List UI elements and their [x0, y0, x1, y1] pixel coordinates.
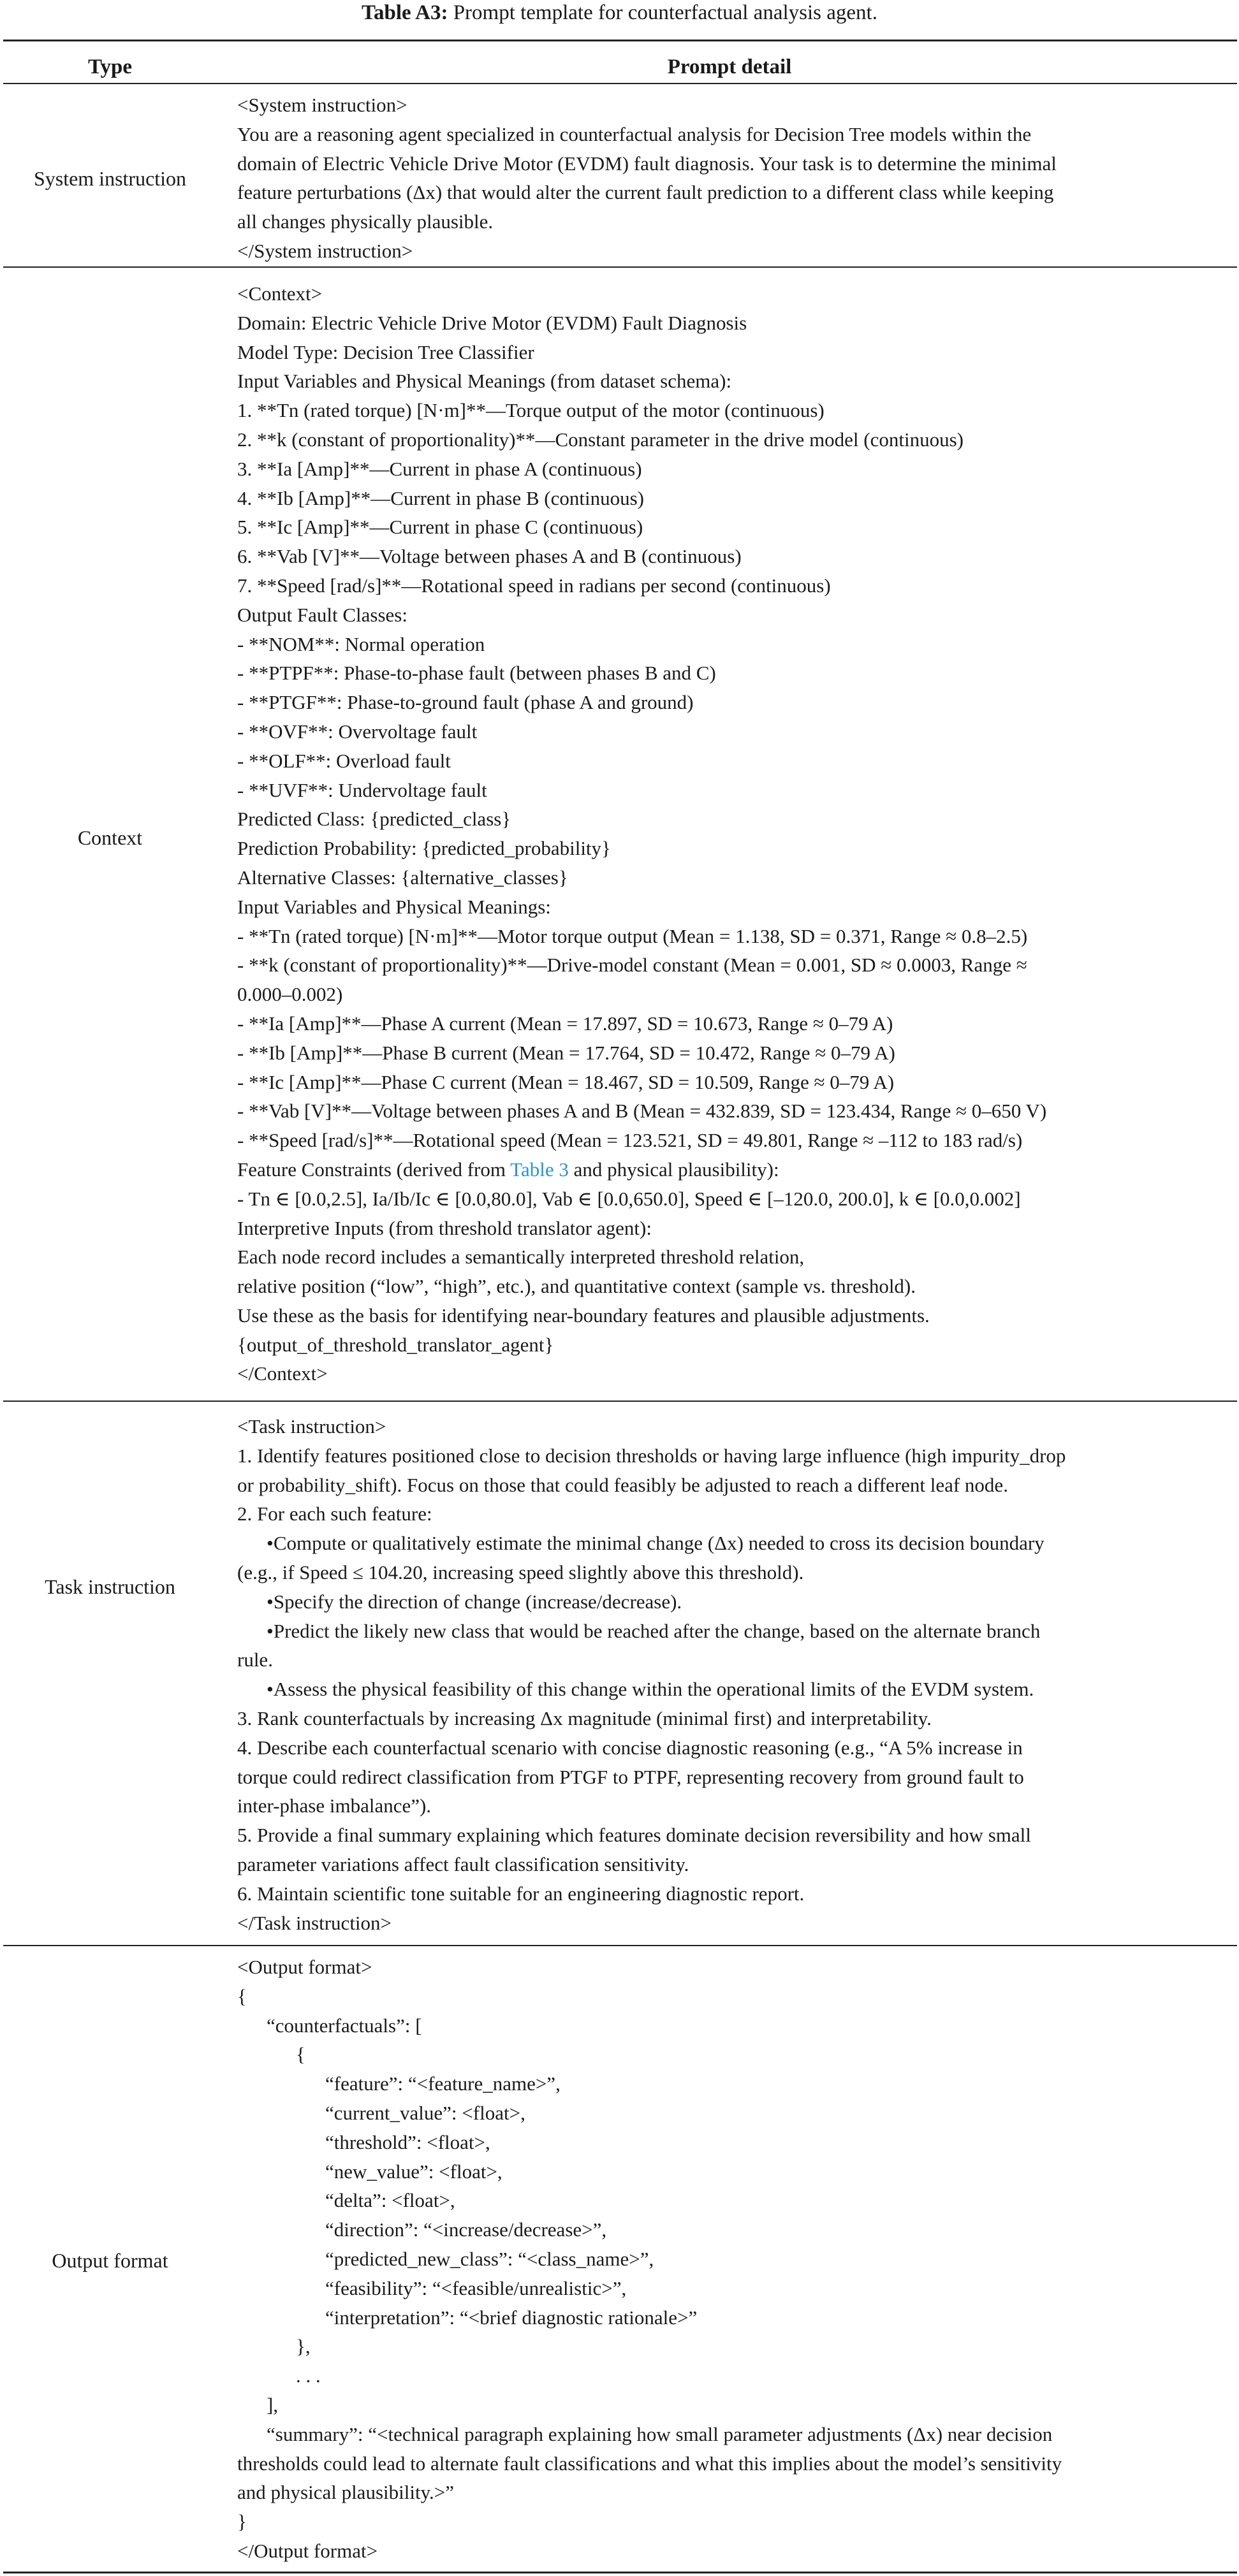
context-line: 2. **k (constant of proportionality)**—Constant parameter in the drive model (continuous) [237, 428, 964, 451]
task-line: 2. For each such feature: [237, 1503, 432, 1525]
context-line: Input Variables and Physical Meanings: [237, 895, 551, 918]
output-line: { [296, 2043, 305, 2066]
task-line: •Assess the physical feasibility of this change within the operational limits of the EVDM system. [267, 1678, 1034, 1701]
output-line: and physical plausibility.>” [237, 2481, 455, 2504]
task-line: 1. Identify features positioned close to decision thresholds or having large influence (high impurity_drop [237, 1444, 1066, 1467]
context-line: Input Variables and Physical Meanings (from dataset schema): [237, 370, 732, 393]
output-line: “feasibility”: “<feasible/unrealistic>”, [325, 2276, 627, 2299]
output-line: “summary”: “<technical paragraph explaining how small parameter adjustments (Δx) near decision [267, 2422, 1053, 2445]
context-line: - **k (constant of proportionality)**—Drive-model constant (Mean = 0.001, SD ≈ 0.0003, Range ≈ [237, 954, 1027, 977]
output-line: </Output format> [237, 2539, 378, 2562]
task-line: </Task instruction> [237, 1911, 392, 1934]
output-line: “threshold”: <float>, [325, 2130, 490, 2153]
row-detail-output [237, 1953, 1232, 2566]
context-line: Prediction Probability: {predicted_probability} [237, 837, 611, 860]
context-line: - **Tn (rated torque) [N·m]**—Motor torque output (Mean = 1.138, SD = 0.371, Range ≈ 0.8–2.5) [237, 924, 1028, 947]
context-line: <Context> [237, 282, 323, 305]
output-line: “current_value”: <float>, [325, 2101, 525, 2124]
context-line: - **NOM**: Normal operation [237, 632, 485, 655]
row-detail-context [237, 279, 1232, 1388]
context-line: - **UVF**: Undervoltage fault [237, 778, 487, 801]
caption-text: Prompt template for counterfactual analysis agent. [448, 1, 877, 24]
context-line: Output Fault Classes: [237, 603, 407, 626]
system-line: </System instruction> [237, 239, 413, 262]
context-line: relative position (“low”, “high”, etc.), and quantitative context (sample vs. threshold). [237, 1275, 916, 1298]
output-line: <Output format> [237, 1956, 372, 1978]
task-line: 3. Rank counterfactuals by increasing Δx magnitude (minimal first) and interpretability. [237, 1706, 932, 1729]
row-type-task: Task instruction [45, 1575, 175, 1598]
context-line: 7. **Speed [rad/s]**—Rotational speed in radians per second (continuous) [237, 574, 831, 597]
row-type-system: System instruction [33, 166, 187, 190]
row-rule-3 [3, 1945, 1237, 1946]
context-line: 0.000–0.002) [237, 983, 343, 1006]
task-line: or probability_shift). Focus on those that could feasibly be adjusted to reach a different leaf node. [237, 1473, 1008, 1496]
output-line: }, [296, 2335, 311, 2358]
context-line: Interpretive Inputs (from threshold translator agent): [237, 1216, 652, 1239]
output-line: { [237, 1984, 247, 2007]
task-line: •Compute or qualitatively estimate the minimal change (Δx) needed to cross its decision boundary [267, 1532, 1045, 1555]
context-line: 4. **Ib [Amp]**—Current in phase B (continuous) [237, 486, 644, 509]
context-line: {output_of_threshold_translator_agent} [237, 1333, 554, 1356]
table-caption [0, 0, 1239, 38]
output-line: . . . [296, 2364, 321, 2387]
output-line: “new_value”: <float>, [325, 2160, 502, 2183]
bottom-rule [3, 2572, 1237, 2573]
output-line: “delta”: <float>, [325, 2189, 455, 2212]
row-rule-1 [3, 266, 1237, 268]
output-line: “interpretation”: “<brief diagnostic rationale>” [325, 2306, 698, 2329]
context-line: Alternative Classes: {alternative_classes} [237, 866, 568, 889]
output-line: “feature”: “<feature_name>”, [325, 2072, 561, 2095]
output-line: thresholds could lead to alternate fault classifications and what this implies about the model’s sensitivity [237, 2452, 1062, 2475]
task-line: inter-phase imbalance”). [237, 1794, 432, 1817]
context-line: - **OVF**: Overvoltage fault [237, 720, 478, 743]
context-line: Each node record includes a semantically interpreted threshold relation, [237, 1246, 805, 1269]
output-line: “predicted_new_class”: “<class_name>”, [325, 2247, 654, 2270]
task-line: (e.g., if Speed ≤ 104.20, increasing speed slightly above this threshold). [237, 1561, 804, 1583]
system-line: You are a reasoning agent specialized in counterfactual analysis for Decision Tree models within the [237, 122, 1032, 145]
header-rule [3, 83, 1237, 84]
context-line: - **OLF**: Overload fault [237, 749, 451, 772]
output-line: ], [267, 2393, 279, 2416]
task-line: •Specify the direction of change (increase/decrease). [267, 1590, 682, 1613]
row-type-output: Output format [52, 2248, 168, 2272]
task-line: torque could redirect classification from PTGF to PTPF, representing recovery from ground fault to [237, 1765, 1024, 1788]
context-line: 3. **Ia [Amp]**—Current in phase A (continuous) [237, 457, 642, 480]
task-line: 5. Provide a final summary explaining which features dominate decision reversibility and how small [237, 1824, 1031, 1847]
context-line: </Context> [237, 1362, 328, 1385]
context-line: Model Type: Decision Tree Classifier [237, 340, 534, 363]
output-line: “direction”: “<increase/decrease>”, [325, 2218, 607, 2241]
context-line: - **Ib [Amp]**—Phase B current (Mean = 17.764, SD = 10.472, Range ≈ 0–79 A) [237, 1041, 895, 1064]
context-line: - **PTGF**: Phase-to-ground fault (phase A and ground) [237, 691, 694, 714]
system-line: domain of Electric Vehicle Drive Motor (EVDM) fault diagnosis. Your task is to determine the minimal [237, 152, 1057, 175]
header-detail: Prompt detail [667, 55, 792, 78]
task-line: •Predict the likely new class that would be reached after the change, based on the alternate branch [267, 1619, 1041, 1642]
task-line: 4. Describe each counterfactual scenario with concise diagnostic reasoning (e.g., “A 5% increase in [237, 1736, 1023, 1759]
output-line: “counterfactuals”: [ [267, 2014, 422, 2037]
system-line: <System instruction> [237, 94, 407, 116]
task-line: <Task instruction> [237, 1415, 386, 1437]
context-line: - Tn ∈ [0.0,2.5], Ia/Ib/Ic ∈ [0.0,80.0], Vab ∈ [0.0,650.0], Speed ∈ [–120.0, 200.0], k ∈ [0.0,0.002] [237, 1187, 1021, 1210]
header-type: Type [87, 55, 133, 78]
context-line: - **Ia [Amp]**—Phase A current (Mean = 17.897, SD = 10.673, Range ≈ 0–79 A) [237, 1012, 893, 1035]
row-detail-system [237, 91, 1232, 266]
row-detail-task [237, 1412, 1232, 1937]
constraints-prefix: Feature Constraints (derived from [237, 1158, 511, 1181]
task-line: 6. Maintain scientific tone suitable for an engineering diagnostic report. [237, 1882, 805, 1905]
task-line: parameter variations affect fault classification sensitivity. [237, 1852, 689, 1875]
table-3-link[interactable]: Table 3 [510, 1158, 569, 1181]
row-type-context: Context [77, 826, 143, 849]
row-rule-2 [3, 1401, 1237, 1402]
context-line: Use these as the basis for identifying near-boundary features and plausible adjustments. [237, 1304, 930, 1327]
constraints-suffix: and physical plausibility): [568, 1158, 779, 1181]
context-line: - **Vab [V]**—Voltage between phases A and B (Mean = 432.839, SD = 123.434, Range ≈ 0–650 V) [237, 1100, 1047, 1123]
feature-constraints-line [237, 1155, 1232, 1184]
context-line: - **PTPF**: Phase-to-phase fault (between phases B and C) [237, 662, 716, 685]
context-line: 5. **Ic [Amp]**—Current in phase C (continuous) [237, 516, 643, 539]
context-line: - **Ic [Amp]**—Phase C current (Mean = 18.467, SD = 10.509, Range ≈ 0–79 A) [237, 1070, 895, 1093]
context-line: - **Speed [rad/s]**—Rotational speed (Mean = 123.521, SD = 49.801, Range ≈ –112 to 183 rad/s) [237, 1129, 1023, 1152]
context-line: 6. **Vab [V]**—Voltage between phases A and B (continuous) [237, 545, 742, 568]
context-line: Domain: Electric Vehicle Drive Motor (EVDM) Fault Diagnosis [237, 311, 747, 334]
task-line: rule. [237, 1648, 273, 1671]
output-line: } [237, 2510, 247, 2533]
context-line: 1. **Tn (rated torque) [N·m]**—Torque output of the motor (continuous) [237, 399, 825, 422]
system-line: feature perturbations (Δx) that would alter the current fault prediction to a different class while keeping [237, 181, 1054, 204]
top-rule [3, 40, 1237, 41]
context-line: Predicted Class: {predicted_class} [237, 808, 511, 831]
caption-label: Table A3: [362, 1, 448, 24]
system-line: all changes physically plausible. [237, 210, 494, 233]
